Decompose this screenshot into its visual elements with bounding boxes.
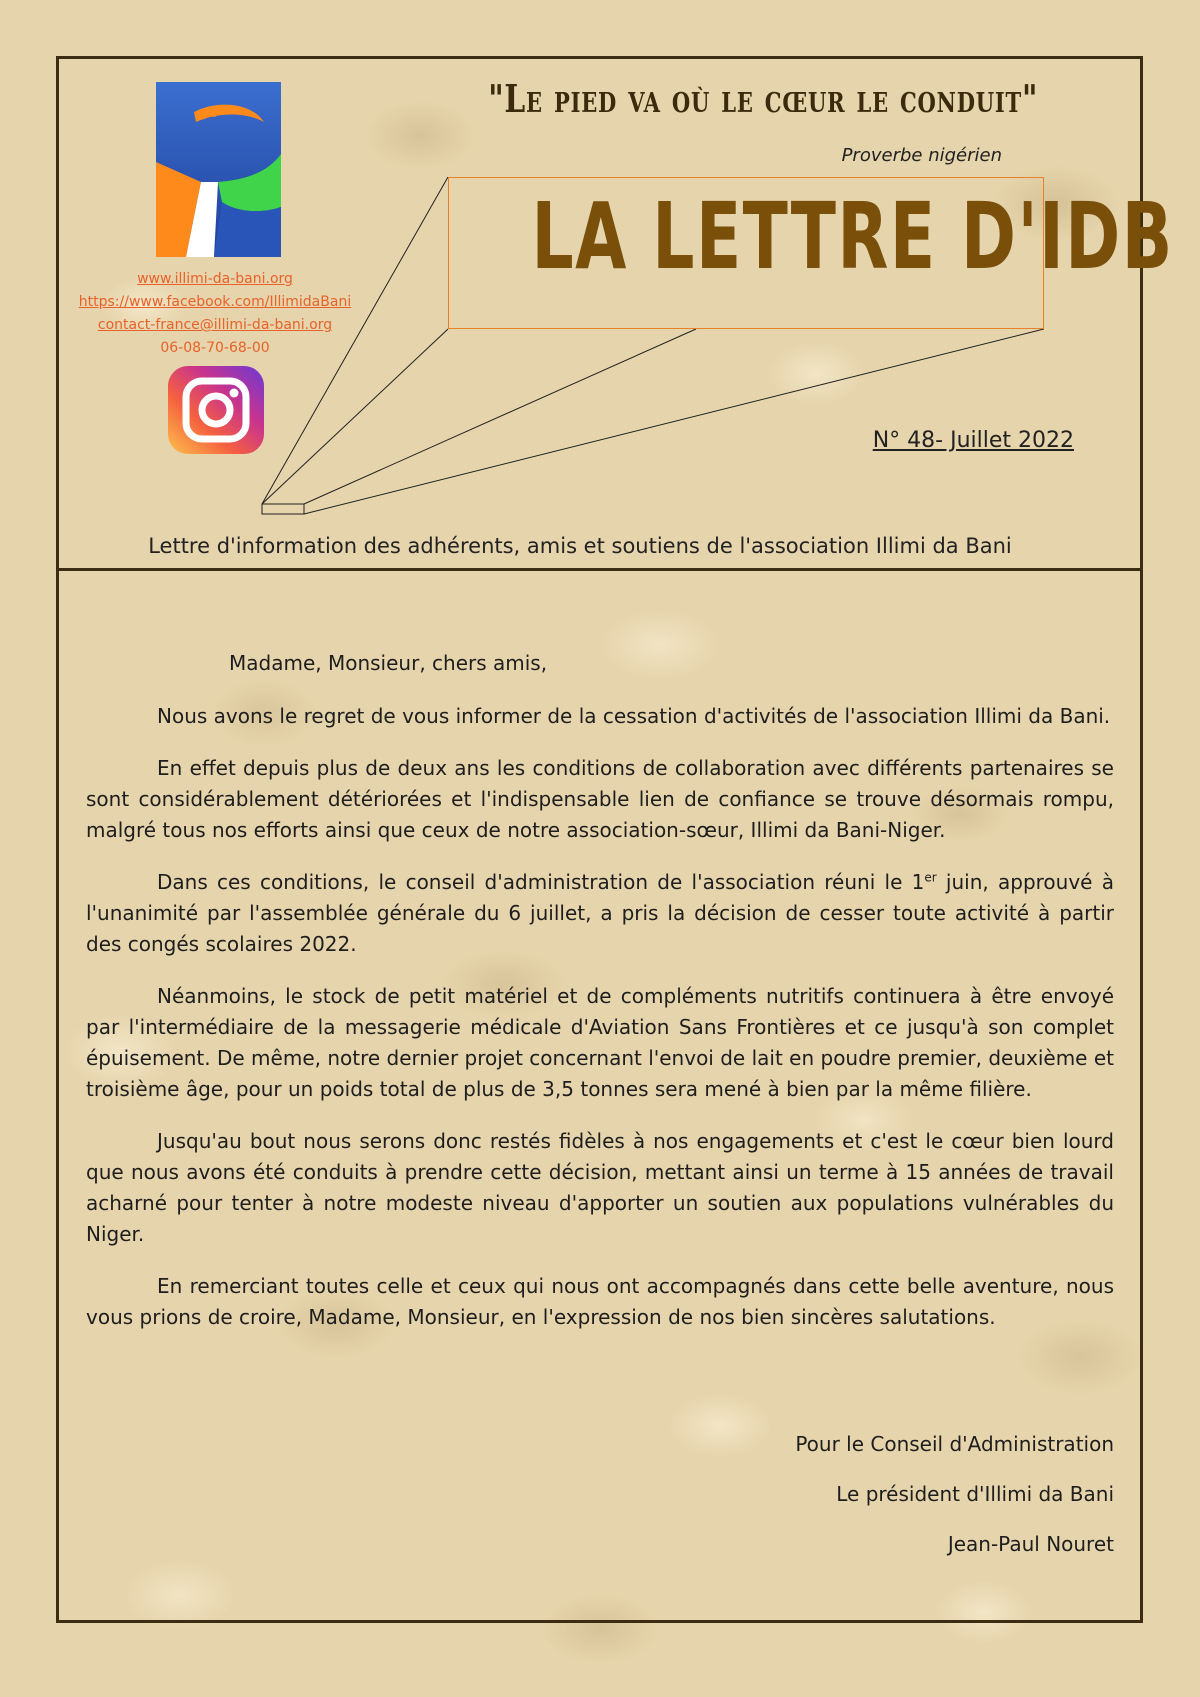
letter-paragraph: Nous avons le regret de vous informer de la cessation d'activités de l'association Illimi da Bani. (157, 704, 1111, 728)
letter-paragraph: En effet depuis plus de deux ans les conditions de collaboration avec différents partenaires se sont considérablement détériorées et l'indispensable lien de confiance se trouve désormais rompu, malgré tous nos efforts ainsi que ceux de notre association-sœur, Illimi da Bani-Niger. (86, 756, 1114, 842)
letter-paragraph: Jusqu'au bout nous serons donc restés fidèles à nos engagements et c'est le cœur bien lourd que nous avons été conduits à prendre cette décision, mettant ainsi un terme à 15 années de travail acharné pour tenter à notre modeste niveau d'apporter un soutien aux populations vulnérables du Niger. (86, 1129, 1114, 1246)
instagram-icon[interactable] (168, 366, 264, 454)
letter-greeting: Madame, Monsieur, chers amis, (229, 651, 548, 675)
newsletter-subtitle: Lettre d'information des adhérents, amis et soutiens de l'association Illimi da Bani (148, 534, 1012, 558)
illimi-da-bani-logo-icon (156, 82, 281, 257)
paragraph-text: juin, approuvé à l'unanimité par l'assemblée générale du 6 juillet, a pris la décision de cesser toute activité à partir des congés scolaires 2022. (86, 870, 1114, 956)
issue-number: N° 48- Juillet 2022 (872, 428, 1074, 453)
website-link[interactable]: www.illimi-da-bani.org (137, 271, 293, 287)
letter-paragraph (86, 867, 1114, 960)
signature-line: Le président d'Illimi da Bani (836, 1482, 1114, 1506)
signature-name: Jean-Paul Nouret (947, 1532, 1114, 1556)
contacts-block (60, 268, 370, 360)
proverb-quote: "Le pied va où le cœur le conduit" (488, 76, 1039, 121)
letter-body (86, 648, 1114, 1354)
email-link[interactable]: contact-france@illimi-da-bani.org (97, 317, 333, 333)
proverb-source: Proverbe nigérien (841, 145, 1002, 166)
facebook-link[interactable]: https://www.facebook.com/IllimidaBani (78, 294, 352, 310)
phone-number: 06-08-70-68-00 (160, 340, 270, 356)
paragraph-text: Dans ces conditions, le conseil d'administration de l'association réuni le 1 (157, 870, 925, 894)
ordinal-suffix: er (924, 870, 937, 885)
signature-line: Pour le Conseil d'Administration (795, 1432, 1114, 1456)
letter-paragraph: En remerciant toutes celle et ceux qui nous ont accompagnés dans cette belle aventure, nous vous prions de croire, Madame, Monsieur, en l'expression de nos bien sincères salutations. (86, 1274, 1114, 1329)
header-divider (56, 568, 1143, 571)
letter-paragraph: Néanmoins, le stock de petit matériel et de compléments nutritifs continuera à être envoyé par l'intermédiaire de la messagerie médicale d'Aviation Sans Frontières et ce jusqu'à son complet épuisement. De même, notre dernier projet concernant l'envoi de lait en poudre premier, deuxième et troisième âge, pour un poids total de plus de 3,5 tonnes sera mené à bien par la même filière. (86, 984, 1114, 1101)
newsletter-title: LA LETTRE D'IDB (531, 183, 1174, 290)
signature-block (600, 1432, 1114, 1582)
